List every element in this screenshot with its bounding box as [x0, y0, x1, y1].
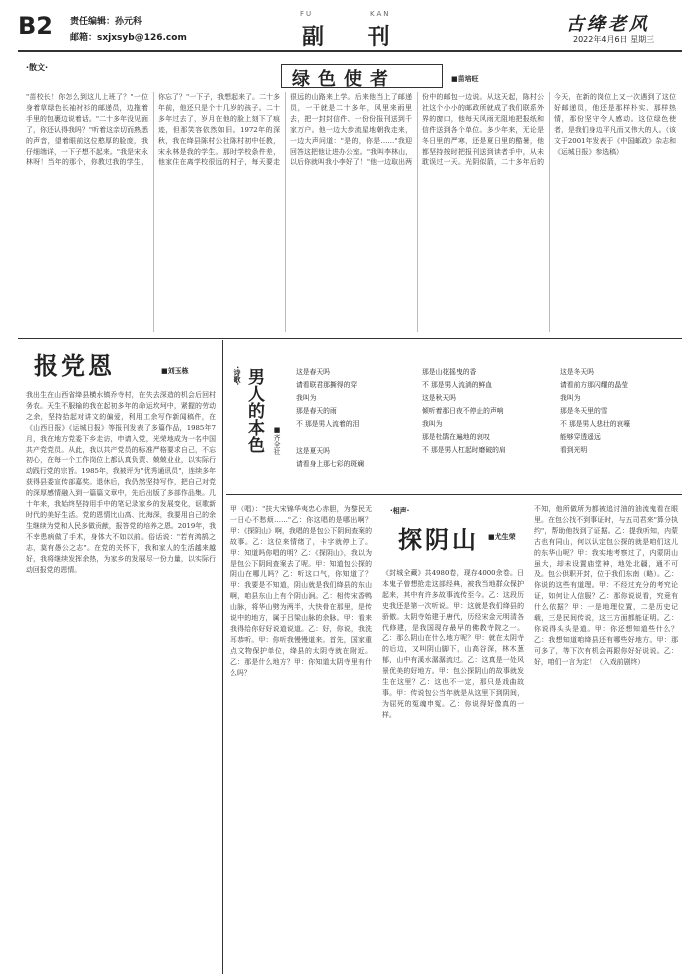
section-en-right: KAN — [370, 10, 391, 18]
poem-line: 我叫为 — [296, 394, 317, 402]
page-number: B2 — [18, 12, 53, 40]
poem-line: 这是春天吗 — [296, 368, 330, 376]
poem-line: 这是秋天吗 — [422, 394, 456, 402]
poem-column-3 — [560, 366, 678, 457]
editor-label: 责任编辑：孙元科 — [70, 17, 143, 27]
poem-label: ·诗歌· — [233, 366, 241, 386]
section-en-left: FU — [300, 10, 314, 18]
article-author: ■刘玉栋 — [161, 367, 189, 375]
poem-author: ■齐全社 — [273, 426, 281, 455]
article-explore-yin-mountain — [230, 500, 680, 976]
article-column-3: 不知，他所做所为都被追讨油的油流鬼看在眼里。在包公找不到事证时，与五司君来"算分执约"，帮助他找到了证据。乙：提我听知，内蒙古也有同山，何以认定包公探的就是咱们这儿的东华山呢？甲：我实地考察过了，内蒙阴山虽大，却未设置庙堂神，地处北疆，通不可及。包公供职开封，位于我们东南（略）。乙：你说的这些有道理。甲：不经过充分的考究论证，如何让人信服？乙：那你说说看，究竟有什么依据？甲：一是地理位置，二是历史记载，三是民间传说，这三方面都能证明。乙：你说得头头是道。甲：你还想知道些什么？乙：我想知道咱绛县还有哪些好地方。甲：那可多了，等下次有机会再跟你好好说说。乙：好，咱们一言为定！（入戏前剧终） — [534, 505, 678, 666]
poem-line: 倾听着那日夜不停止的声响 — [422, 407, 504, 415]
poem-column-1 — [296, 366, 414, 471]
poem-line: 那是春天的雨 — [296, 407, 337, 415]
article-green-envoy — [26, 62, 676, 334]
divider-1 — [18, 338, 682, 339]
section-tag: ·散文· — [26, 63, 49, 72]
divider-2 — [226, 494, 682, 495]
article-report-party — [26, 344, 216, 974]
poem-line: 我叫为 — [422, 420, 443, 428]
article-author: ■苗培旺 — [451, 75, 479, 83]
poem-line: 不 那是男人流淌的鲜血 — [422, 381, 493, 389]
poem-line: 能够穿透遥远 — [560, 433, 601, 441]
masthead-rule — [18, 50, 682, 52]
article-body: 我出生在山西省绛县横水镇乔寺村，在失去深造的机会后回村务农。天生不服输的我在起初多年的命运坎坷中，紧握的劳动之余，坚持拾起对讲文的偏爱，利用工余写作新闻稿件，在《山西日报》《运城日报》等报刊发表了多篇作品，1985年7月，我在地方党委下乡走访，申请入党，光荣地成为一名中国共产党党员。从此，我以共产党员的标准严格要求自己，不忘初心，在每一个工作岗位上都认真负责、兢兢业业，以实际行动践行党的宗旨。1985年，我被评为"优秀通讯员"，连续多年获得县委宣传部嘉奖。退休后，我仍然坚持写作，把自己对党的深厚感情融入到一篇篇文章中，先后出版了多部作品集。几十年来，我始终坚持用手中的笔记录家乡的发展变化，讴歌新时代的美好生活。党的恩情比山高、比海深，我要用自己的余生继续为党和人民多做贡献，报答党的培养之恩。2019年，我不幸患病做了手术，身体大不如以前。俗话说："若有鸿鹄之志，莫有愚公之志"。在党的关怀下，我和家人的生活越来越好，我将继续发挥余热，为家乡的发展尽一份力量，以实际行动回报党的恩情。 — [26, 391, 216, 574]
poem-line: 看到光明 — [560, 446, 588, 454]
poem-title: 男人的本色 — [244, 368, 264, 453]
poem-line: 那是杜鹃在遍地的哀叹 — [422, 433, 490, 441]
article-title: 报党恩 — [34, 351, 115, 380]
poem-line: 不 那是男人杠起时磨破的肩 — [422, 446, 506, 454]
article-column-2: 《封城全藏》共4980卷，现存4000余卷。日本鬼子曾想抢走这部经典，被我当地群众保护起来，其中有许多故事流传至今。乙：这段历史我还是第一次听说。甲：这就是我们绛县的骄傲。太阴寺始建于唐代，历经宋金元明清各代修建，是我国现存最早的佛教寺院之一。乙：那么阴山在什么地方呢？甲：就在太阴寺的后边，又叫阴山脚下，山高谷深，林木葱郁，山中有溪水潺潺流过。乙：这真是一处风景优美的好地方。甲：包公探阴山的故事就发生在这里？乙：这也不一定，那只是戏曲故事。甲：传说包公当年就是从这里下到阴间，为屈死的冤魂申冤。乙：你说得好像真的一样。 — [382, 569, 524, 719]
article-body: "苗校长！你怎么到这儿上班了？"一位身着草绿色长袖衬衫的邮递员，边拖着手里的包裹边说着话。"二十多年没见面了，你还认得我吗？"听着这亲切而熟悉的声音，望着眼前这位憨厚的脸庞，我仔细端详，一下子想不起来。"我是宋永林呀！当年的那个，你教过我的学生，你忘了？"一下子，我想起来了。二十多年前，他还只是个十几岁的孩子。二十多年过去了，岁月在他的脸上刻下了痕迹，但那笑容依然如旧。1972年的深秋，我在绛县陈村公社陈村初中任教，宋永林是我的学生。那时学校条件差，他家住在离学校很远的村子，每天要走很远的山路来上学。后来他当上了邮递员，一干就是二十多年，风里来雨里去，把一封封信件、一份份报刊送到千家万户。他一边大步流星地朝我走来，一边大声问道："是的，你是……"我迎回答这把他让进办公室。"我叫李林山，以后你就叫我小李好了！"他一边取出两份中的邮包一边说。从这天起，陈村公社这个小小的邮政所就成了我们联系外界的窗口，他每天风雨无阻地把报纸和信件送到各个单位。多少年来，无论是冬日里的严寒，还是夏日里的酷暑，他都坚持按时把报刊送到读者手中，从未耽误过一天。光阴似箭，二十多年后的今天，在新的岗位上又一次遇到了这位好邮递员，他还是那样朴实、那样热情，那份坚守令人感动。这位绿色使者，是我们身边平凡而又伟大的人。（该文于2001年发表于《中国邮政》杂志和《运城日报》参选稿） — [26, 93, 676, 167]
poem-line: 请看联君那撕得的穿 — [296, 381, 358, 389]
poem-line: 请看前方那闪耀的晶莹 — [560, 381, 628, 389]
poem-column-2 — [422, 366, 552, 457]
poem-line: 请看身上那七彩的斑斓 — [296, 460, 364, 468]
masthead — [18, 8, 682, 48]
article-title: 绿色使者 — [292, 69, 396, 90]
email-label: 邮箱：sxjxsyb@126.com — [70, 33, 187, 43]
poem-line: 我叫为 — [560, 394, 581, 402]
column-divider — [222, 340, 223, 974]
article-column-1: 甲（唱）："扶大宋锦华夷忠心赤胆，为黎民无一日心不愁烦……"乙：你这唱的是哪出啊？甲：《探阴山》啊，我唱的是包公下阴间查案的故事。乙：这位来情绪了，卡字就停上了。甲：知道吗你唱的明？乙：《探阴山》，我以为是包公下阴间查案去了呢。甲：知道包公探的阴山在哪儿吗？乙：听这口气，你知道了？甲：我要是不知道，阴山就是我们绛县的东山啊，咱县东山上有个阴山涧。乙：相传宋香鸭山脉，将华山劈为两半，大快骨在那里，是传说中的地方，属于吕梁山脉的余脉。甲：看来我得给你好好说道说道。乙：好，你说，我洗耳恭听。甲：你听我慢慢道来。首先，国家重点文物保护单位，绛县的太阴寺就在附近。乙：那是什么地方？甲：你知道太阴寺里有什么吗？ — [230, 505, 372, 677]
article-title: 探阴山 — [398, 525, 479, 554]
poem-line: 那是冬天里的雪 — [560, 407, 608, 415]
section-tag: ·相声· — [390, 507, 410, 515]
section-title: 副 刊 — [302, 24, 408, 50]
poem-line: 那是山花摇曳的香 — [422, 368, 477, 376]
issue-date: 2022年4月6日 星期三 — [573, 35, 655, 44]
poem-line: 不 那是男人悲壮的哀嚎 — [560, 420, 631, 428]
paper-name: 古绛老风 — [566, 14, 650, 35]
poem-line: 不 那是男人流着的泪 — [296, 420, 360, 428]
article-author: ■尤生荣 — [488, 533, 516, 541]
poem-line: 这是冬天吗 — [560, 368, 594, 376]
poem-line: 这是夏天吗 — [296, 447, 330, 455]
poem — [230, 366, 680, 492]
